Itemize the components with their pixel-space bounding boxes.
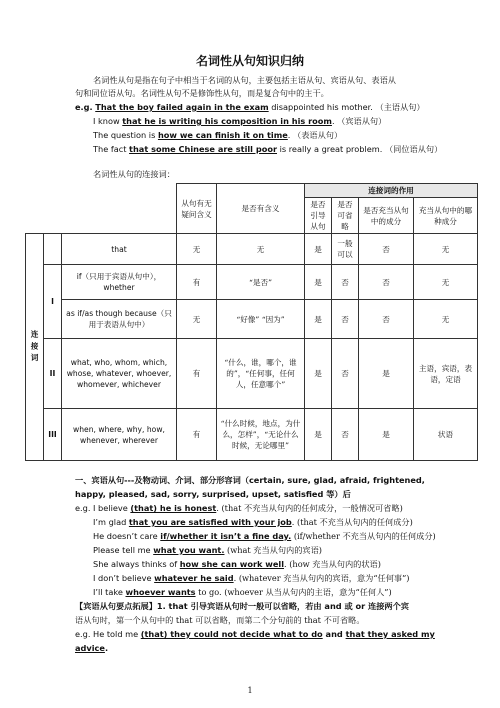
- line-clause: (that) he is honest: [130, 503, 217, 513]
- section-heading-a: 一、宾语从句---及物动词、介词、部分形容词（certain, sure, glad, afraid, frightened,: [75, 475, 425, 485]
- table-cell-word: if（只用于宾语从句中），whether: [62, 265, 177, 300]
- group-label: [44, 234, 62, 265]
- table-cell-which: 无: [414, 300, 478, 339]
- table-cell-omit: 否: [332, 409, 359, 461]
- example-4-rest: is really a great problem.: [277, 144, 383, 154]
- example-1-rest: disappointed his mother.: [268, 102, 373, 112]
- example-1-note: （主语从句）: [375, 102, 425, 112]
- line-pre: He doesn’t care: [93, 531, 161, 541]
- table-cell-component: 否: [359, 300, 414, 339]
- example-4: [93, 143, 442, 155]
- table-cell-question: 有: [177, 339, 217, 409]
- table-cell-meaning: “什么时候，地点，为什么，怎样”，“无论什么时候，无论哪里”: [217, 409, 305, 461]
- final-clause-2: that they asked my: [345, 629, 435, 639]
- line-rest: . (that 不充当从句内的任何成分): [291, 517, 413, 527]
- line-rest: . (whatever 充当从句内的宾语，意为“任何事”): [233, 573, 410, 583]
- table-cell-meaning: “什么，谁，哪个，谁的”，“任何事，任何人，任意哪个”: [217, 339, 305, 409]
- example-4-pre: The fact: [93, 144, 130, 154]
- final-example-cont: [75, 642, 108, 654]
- final-example: [75, 628, 435, 640]
- intro-line-2: 句和同位语从句。名词性从句不是修饰性从句，而是复合句中的主干。: [75, 88, 329, 98]
- object-example-line: [93, 572, 410, 584]
- object-example-line: [93, 544, 322, 556]
- table-cell-omit: 否: [332, 265, 359, 300]
- line-clause: what you want.: [153, 545, 225, 555]
- line-clause: that you are satisfied with your job: [128, 517, 292, 527]
- header-guide: 是否引导从句: [305, 198, 332, 234]
- table-cell-word: what, who, whom, which, whose, whatever, whoever, whomever, whichever: [62, 339, 177, 409]
- line-pre: I’m glad: [93, 517, 129, 527]
- group-label: I: [44, 265, 62, 339]
- table-cell-guide: 是: [305, 409, 332, 461]
- table-cell-question: 有: [177, 409, 217, 461]
- table-cell-component: 是: [359, 339, 414, 409]
- line-clause: whoever wants: [125, 587, 196, 597]
- header-which: 充当从句中的哪种成分: [414, 198, 478, 234]
- table-cell-question: 有: [177, 265, 217, 300]
- header-function: 连接词的作用: [305, 184, 478, 198]
- line-clause: whatever he said: [154, 573, 234, 583]
- example-4-clause: that some Chinese are still poor: [129, 144, 277, 154]
- table-cell-guide: 是: [305, 265, 332, 300]
- extension-line-b: 语从句时，第一个从句中的 that 可以省略，而第二个分句前的 that 不可省略。: [75, 615, 365, 625]
- example-4-note: （同位语从句）: [384, 144, 443, 154]
- table-cell-word: when, where, why, how, whenever, wherever: [62, 409, 177, 461]
- table-cell-word: that: [62, 234, 177, 265]
- header-question: 从句有无疑问含义: [177, 184, 217, 234]
- table-cell-meaning: “好像” “因为”: [217, 300, 305, 339]
- object-example-line: [93, 558, 381, 570]
- connectives-table: [25, 183, 478, 461]
- final-clause-1: (that) they could not decide what to do: [140, 629, 323, 639]
- eg-label: e.g.: [75, 102, 93, 112]
- example-3-clause: how we can finish it on time: [157, 130, 288, 140]
- header-omit: 是否可省略: [332, 198, 359, 234]
- line-pre: I don’t believe: [93, 573, 155, 583]
- example-2-note: （宾语从句）: [337, 116, 387, 126]
- example-3-note: （表语从句）: [293, 130, 343, 140]
- line-pre: e.g. I believe: [75, 503, 131, 513]
- example-2-pre: I know: [93, 116, 123, 126]
- final-and: and: [322, 629, 346, 639]
- page-number: 1: [247, 686, 253, 695]
- example-1-clause: That the boy failed again in the exam: [95, 102, 269, 112]
- table-cell-which: 无: [414, 234, 478, 265]
- side-label: 连接词: [26, 234, 44, 461]
- final-pre: e.g. He told me: [75, 629, 141, 639]
- table-cell-which: 无: [414, 265, 478, 300]
- example-3-rest: .: [287, 130, 291, 140]
- line-rest: . (how 充当从句内的状语): [284, 559, 381, 569]
- table-cell-question: 无: [177, 234, 217, 265]
- table-caption: 名词性从句的连接词：: [93, 169, 175, 179]
- object-example-line: [93, 516, 413, 528]
- group-label: III: [44, 409, 62, 461]
- table-corner: [26, 184, 177, 234]
- table-cell-meaning: 无: [217, 234, 305, 265]
- table-cell-which: 主语，宾语，表语，定语: [414, 339, 478, 409]
- object-example-line: [93, 586, 392, 598]
- line-rest: to go. (whoever 从当从句内的主语，意为“任何人”): [195, 587, 392, 597]
- table-cell-component: 否: [359, 234, 414, 265]
- example-3-pre: The question is: [93, 130, 158, 140]
- final-period: .: [104, 643, 109, 653]
- header-meaning: 是否有含义: [217, 184, 305, 234]
- header-component: 是否充当从句中的成分: [359, 198, 414, 234]
- table-cell-which: 状语: [414, 409, 478, 461]
- example-2-clause: that he is writing his composition in his room: [122, 116, 332, 126]
- table-cell-omit: 否: [332, 339, 359, 409]
- final-clause-3: advice: [75, 643, 105, 653]
- table-cell-guide: 是: [305, 339, 332, 409]
- table-cell-omit: 一般可以: [332, 234, 359, 265]
- table-cell-component: 是: [359, 409, 414, 461]
- object-example-line: [75, 502, 403, 514]
- example-2-rest: .: [331, 116, 335, 126]
- table-cell-meaning: “是否”: [217, 265, 305, 300]
- object-example-line: [93, 530, 436, 542]
- line-pre: Please tell me: [93, 545, 154, 555]
- line-rest: (what 充当从句内的宾语): [224, 545, 322, 555]
- line-rest: . (that 不充当从句内的任何成分，一般情况可省略): [216, 503, 403, 513]
- example-1: [75, 101, 425, 113]
- example-3: [93, 129, 342, 141]
- line-clause: if/whether it isn’t a fine day.: [160, 531, 292, 541]
- extension-line-a: 【宾语从句要点拓展】1. that 引导宾语从句时一般可以省略，若由 and 或 or 连接两个宾: [75, 601, 409, 611]
- table-cell-component: 否: [359, 265, 414, 300]
- table-cell-question: 无: [177, 300, 217, 339]
- intro-line-1: 名词性从句是指在句子中相当于名词的从句，主要包括主语从句、宾语从句、表语从: [93, 75, 396, 85]
- line-pre: I’ll take: [93, 587, 126, 597]
- page-title: 名词性从句知识归纳: [195, 54, 304, 68]
- group-label: II: [44, 339, 62, 409]
- section-heading-b: happy, pleased, sad, sorry, surprised, upset, satisfied 等）后: [75, 489, 351, 499]
- table-cell-guide: 是: [305, 234, 332, 265]
- table-cell-word: as if/as though because（只用于表语从句中）: [62, 300, 177, 339]
- table-cell-guide: 是: [305, 300, 332, 339]
- example-2: [93, 115, 386, 127]
- table-cell-omit: 否: [332, 300, 359, 339]
- line-clause: how she can work well: [179, 559, 285, 569]
- line-rest: (if/whether 不充当从句内的任何成分): [291, 531, 436, 541]
- line-pre: She always thinks of: [93, 559, 180, 569]
